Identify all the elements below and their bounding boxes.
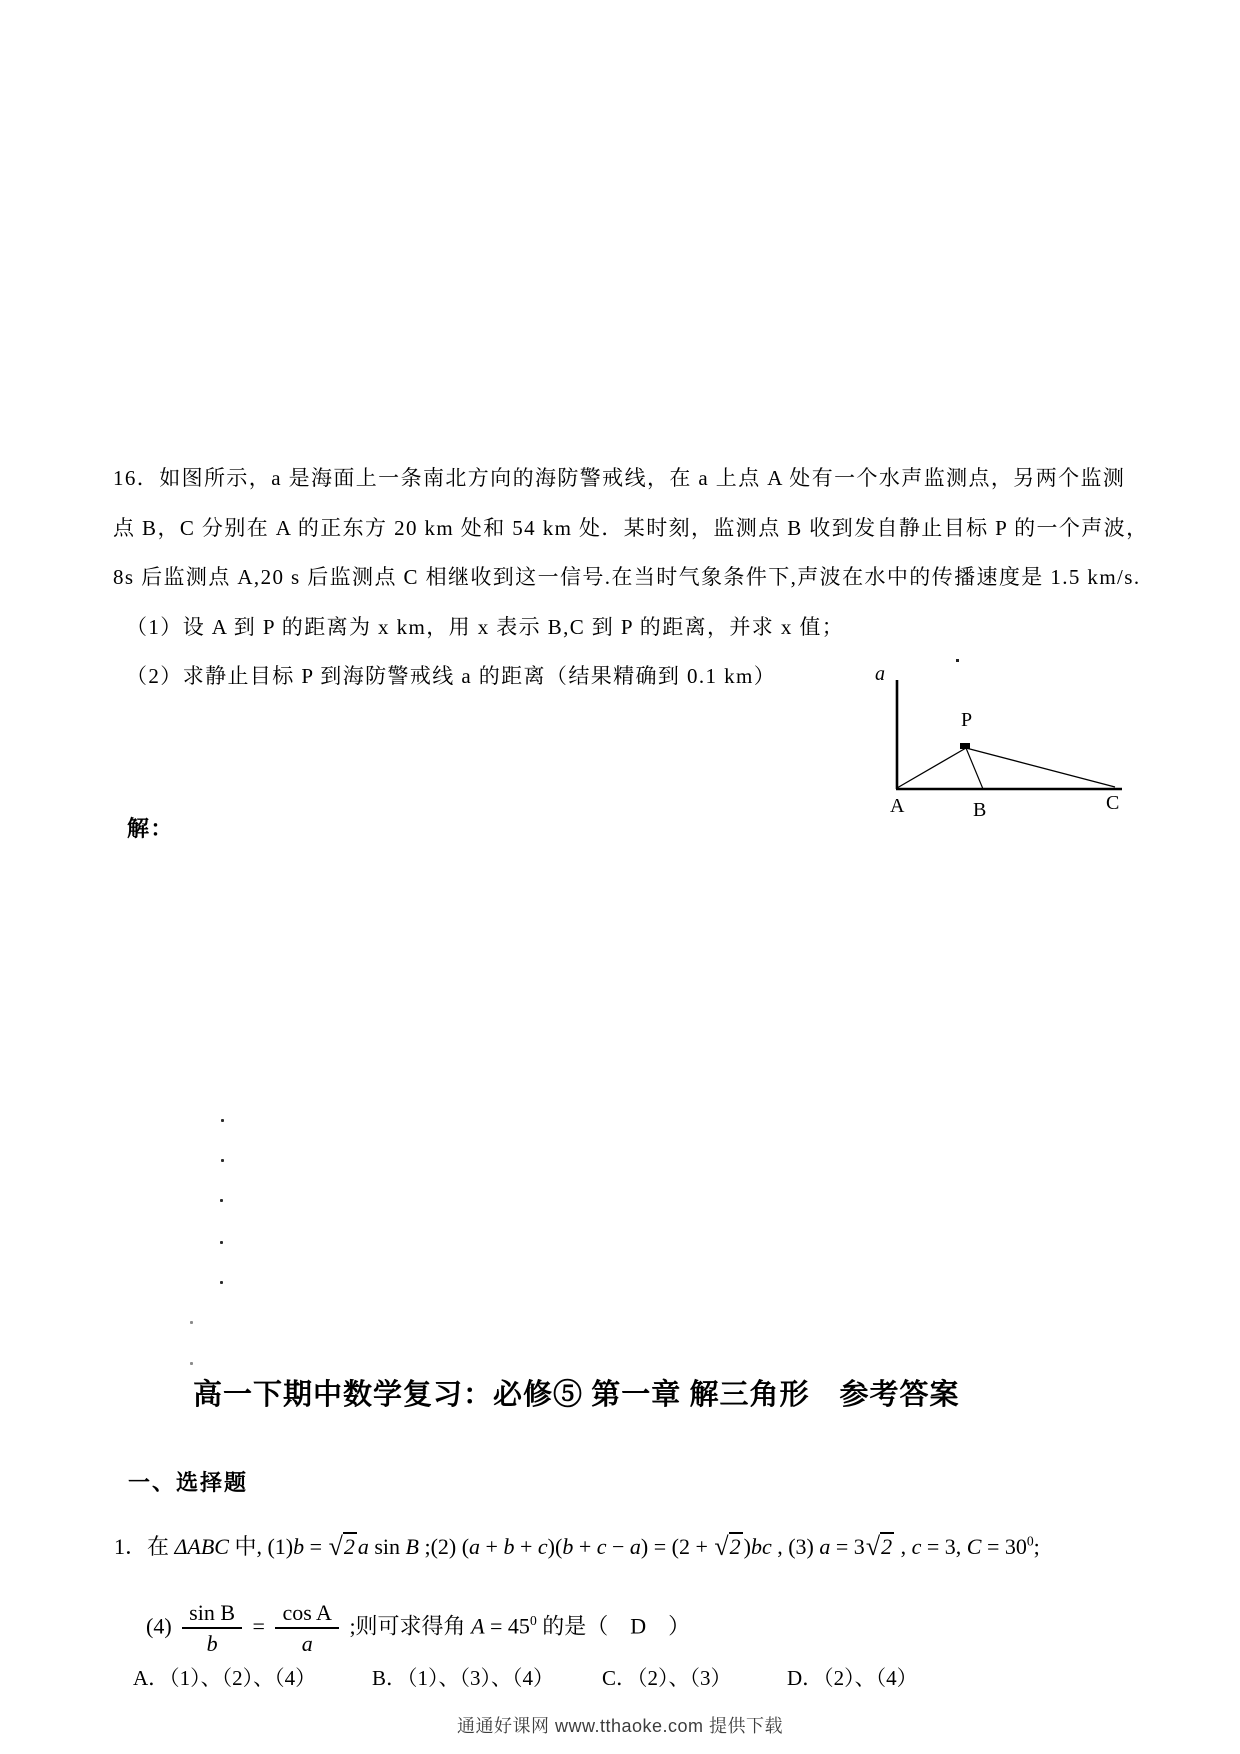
segment-pb xyxy=(966,748,983,789)
segment-ap xyxy=(897,748,966,788)
answer-key-title: 高一下期中数学复习：必修⑤ 第一章 解三角形 参考答案 xyxy=(193,1379,960,1411)
dot-mark xyxy=(220,1281,223,1284)
segment-pc xyxy=(966,748,1115,787)
dot-mark xyxy=(190,1321,193,1324)
q1-statement-line1: 1．在 ΔABC 中, (1)b = √2 a sin B ;(2) (a + b + c)(b + c − a) = (2 + √2 )bc , (3) a = 3√2 , c = 3, $C = 30^0$; xyxy=(114,1532,1040,1561)
diagram-label-c-point: C xyxy=(1106,792,1120,814)
diagram-label-a-point: A xyxy=(890,795,905,817)
problem16-subquestion-1: （1）设 A 到 P 的距离为 x km，用 x 表示 B,C 到 P 的距离，并求 x 值； xyxy=(126,615,845,639)
stray-mark xyxy=(956,659,959,662)
dot-mark xyxy=(220,1241,223,1244)
dot-mark xyxy=(221,1159,224,1162)
q1-option-a: A．（1）、（2）、（4） xyxy=(133,1666,317,1690)
problem16-subquestion-2: （2）求静止目标 P 到海防警戒线 a 的距离（结果精确到 0.1 km） xyxy=(126,664,777,688)
diagram-label-p: P xyxy=(961,709,973,731)
problem16-line-2: 点 B，C 分别在 A 的正东方 20 km 处和 54 km 处．某时刻，监测点 B 收到发自静止目标 P 的一个声波， xyxy=(113,516,1149,540)
q1-option-b: B．（1）、（3）、（4） xyxy=(372,1666,555,1690)
diagram-label-b-point: B xyxy=(973,799,987,821)
q1-option-d: D．（2）、（4） xyxy=(787,1666,918,1690)
problem16-diagram xyxy=(870,650,1140,830)
point-p-marker xyxy=(960,743,970,749)
q1-statement-line2: (4) $\frac{\text{sin B}}{b}$ = $\frac{\text{cos A}}{a}$ ;则可求得角 $A = 45^0$ 的是（ D ） xyxy=(146,1600,691,1657)
triangle-diagram-lines xyxy=(870,650,1140,830)
problem16-line-1: 16．如图所示，a 是海面上一条南北方向的海防警戒线，在 a 上点 A 处有一个水声监测点，另两个监测 xyxy=(113,466,1126,490)
dot-mark xyxy=(221,1119,224,1122)
dot-mark xyxy=(190,1362,193,1365)
problem16-line-3: 8s 后监测点 A,20 s 后监测点 C 相继收到这一信号.在当时气象条件下,声波在水中的传播速度是 1.5 km/s. xyxy=(113,565,1141,589)
section1-heading: 一、选择题 xyxy=(128,1470,249,1495)
site-footer: 通通好课网 www.tthaoke.com 提供下载 xyxy=(456,1716,784,1736)
q1-option-c: C．（2）、（3） xyxy=(602,1666,732,1690)
dot-mark xyxy=(220,1199,223,1202)
solution-label: 解： xyxy=(127,816,174,841)
diagram-label-a: a xyxy=(875,663,885,685)
